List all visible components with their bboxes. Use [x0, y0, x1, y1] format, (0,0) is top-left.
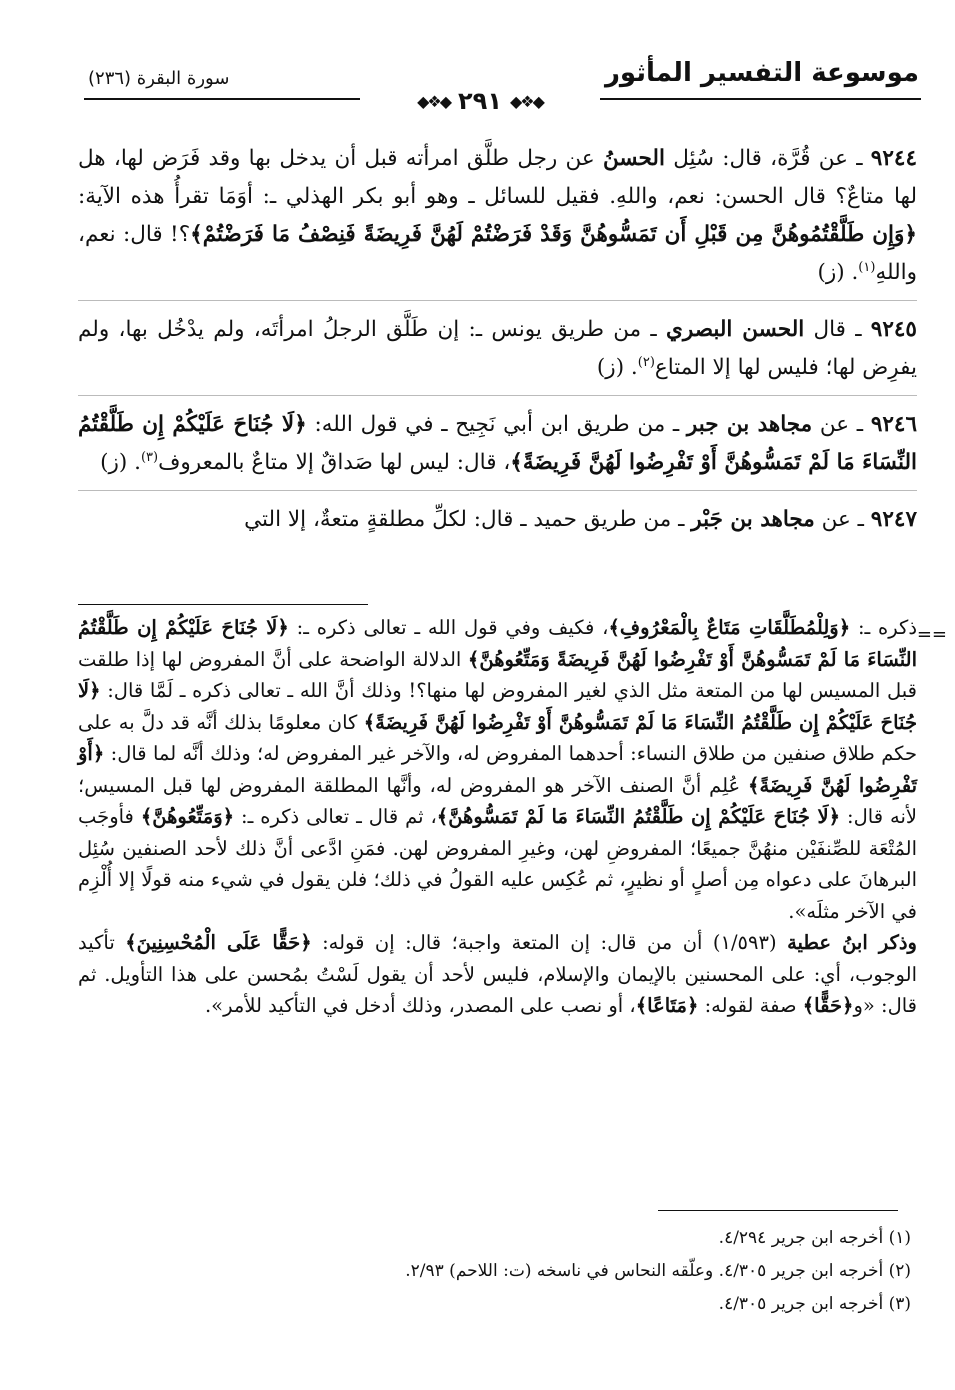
- text-segment: فأوجَب المُتْعَة للصِّنفَيْن منهُنَّ جميعًا؛ المفروضِ لهن، وغيرِ المفروض لهن. فمَنِ ادَّعى أنَّ ذلك لأحد الصنفين سُئِل البرهانَ على دعواه مِن أصلٍ أو نظيرٍ، ثم عُكِس عليه القولُ في ذلك؛ فلن يقول في شيء منه قولًا إلا أُلْزِم في الآخر مثلَه».: [78, 805, 917, 923]
- narration-entry: [78, 311, 917, 396]
- ornament-right-icon: ◆❖◆: [509, 91, 543, 111]
- quran-verse: ﴿أَوْ تَفْرِضُوا لَهُنَّ فَرِيضَةً﴾: [78, 742, 917, 797]
- narration-number: ٩٢٤٦: [870, 412, 918, 437]
- narration-number: ٩٢٤٧: [870, 507, 917, 532]
- narrator-name: مجاهد بن جَبْر: [691, 507, 815, 532]
- text-segment: . (ز): [596, 355, 638, 380]
- text-segment: عُلِم أنَّ الصنف الآخر هو المفروض له، وأنَّها المطلقة المفروض لها قبل المسيس؛ لأنه قال:: [78, 773, 918, 828]
- quran-verse: ﴿لَا جُنَاحَ عَلَيْكُمْ إِن طَلَّقْتُمُ النِّسَاءَ مَا لَمْ تَمَسُّوهُنَّ أَوْ تَفْرِضُوا لَهُنَّ فَرِيضَةً﴾: [78, 412, 917, 475]
- page-number: ٢٩١: [458, 87, 502, 115]
- text-segment: الدلالة الواضحة على أنَّ المفروض لها إذا طلقت قبل المسيس لها من المتعة مثل الذي لغير المفروض لها منها؟! وذلك أنَّ الله ـ تعالى ذكره ـ لَمَّا قال:: [78, 647, 917, 702]
- text-segment: ذكره ـ:: [850, 616, 917, 639]
- narrator-name: مجاهد بن جبر: [686, 412, 813, 437]
- quran-verse: ﴿لَا جُنَاحَ عَلَيْكُمْ إِن طَلَّقْتُمُ النِّسَاءَ مَا لَمْ تَمَسُّوهُنَّ أَوْ تَفْرِضُوا لَهُنَّ فَرِيضَةً﴾: [78, 679, 917, 734]
- note-paragraph: [78, 612, 917, 927]
- quran-verse: ﴿وَمَتِّعُوهُنَّ﴾: [140, 805, 235, 828]
- surah-reference: سورة البقرة (٢٣٦): [88, 68, 230, 89]
- ornament-left-icon: ◆❖◆: [417, 91, 451, 111]
- footnote: (٣) أخرجه ابن جرير ٤/٣٠٥.: [718, 1294, 911, 1314]
- narration-entry: [78, 140, 917, 301]
- footnotes: [91, 1222, 911, 1321]
- quran-verse: ﴿مَتَاعًا﴾: [635, 994, 699, 1017]
- quran-verse: ﴿وَإِن طَلَّقْتُمُوهُنَّ مِن قَبْلِ أَن تَمَسُّوهُنَّ وَقَدْ فَرَضْتُمْ لَهُنَّ فَرِيضَةً فَنِصْفُ مَا فَرَضْتُمْ﴾: [190, 222, 917, 247]
- note-paragraph: [78, 927, 917, 1022]
- quran-verse: ﴿لَا جُنَاحَ عَلَيْكُمْ إِن طَلَّقْتُمُ النِّسَاءَ مَا لَمْ تَمَسُّوهُنَّ أَوْ تَفْرِضُوا لَهُنَّ فَرِيضَةً وَمَتِّعُوهُنَّ﴾: [78, 616, 918, 671]
- footnote-ref: (٢): [637, 354, 655, 370]
- quran-verse: ﴿لَا جُنَاحَ عَلَيْكُمْ إِن طَلَّقْتُمُ النِّسَاءَ مَا لَمْ تَمَسُّوهُنَّ﴾: [436, 805, 841, 828]
- narration-number: ٩٢٤٥: [870, 317, 917, 342]
- text-segment: تأكيد الوجوب، أي: على المحسنين بالإيمان والإسلام، فليس لأحد أن يقول لَسْتُ بمُحسن على هذا التأويل. ثم قال: «و: [78, 931, 917, 1017]
- page-number-box: [360, 86, 600, 116]
- text-segment: كان معلومًا بذلك أنَّه قد دلَّ به على حكم طلاق صنفين من طلاق النساء: أحدهما المفروض له، والآخر غير المفروض له؛ وذلك أنَّه لما قال:: [78, 710, 917, 765]
- narrator-name: الحسن البصري: [666, 317, 805, 342]
- notes-divider: [78, 604, 368, 605]
- text-segment: عن رجل طلَّق امرأته قبل أن يدخل بها وقد فَرَض لها، هل لها متاعٌ؟ قال الحسن: نعم، واللهِ. فقيل للسائل ـ وهو أبو بكر الهذلي ـ: أوَمَا تقرأُ هذه الآية:: [78, 146, 917, 209]
- narration-entry: [78, 501, 917, 547]
- footnote-ref: (٣): [140, 449, 159, 465]
- text-segment: ـ عن: [812, 412, 871, 437]
- footnote-ref: (١): [858, 259, 876, 275]
- text-segment: . (ز): [817, 260, 859, 285]
- text-segment: ـ من طريق حميد ـ قال: لكلِّ مطلقةٍ متعةٌ، إلا التي: [244, 507, 692, 532]
- text-segment: ، أو نصب على المصدر، وذلك أدخل في التأكيد للأمر».: [204, 994, 636, 1017]
- commentary-notes: [78, 612, 917, 1022]
- main-text: [78, 140, 917, 557]
- quran-verse: ﴿حَقًّا﴾: [802, 994, 854, 1017]
- text-segment: صفة لقوله:: [698, 994, 803, 1017]
- quran-verse: ﴿وَلِلْمُطَلَّقَاتِ مَتَاعٌ بِالْمَعْرُوفِ﴾: [608, 616, 851, 639]
- text-segment: (١/٥٩٣) أن من قال: إن المتعة واجبة؛ قال: إن قوله:: [311, 931, 788, 954]
- text-segment: ـ قال: [804, 317, 871, 342]
- quran-verse: ﴿حَقًّا عَلَى الْمُحْسِنِينَ﴾: [125, 931, 312, 954]
- text-segment: ـ عن قُرَّة، قال: سُئِل: [664, 146, 871, 171]
- text-segment: ، ثم قال ـ تعالى ذكره ـ:: [234, 805, 437, 828]
- narration-entry: [78, 406, 917, 491]
- footnote: (٢) أخرجه ابن جرير ٤/٣٠٥. وعلّقه النحاس في ناسخه (ت: اللاحم) ٢/٩٣.: [405, 1261, 911, 1281]
- narrator-name: وذكر ابنُ عطية: [787, 931, 917, 954]
- footnote: (١) أخرجه ابن جرير ٤/٢٩٤.: [718, 1228, 911, 1248]
- footnotes-divider: [658, 1210, 898, 1211]
- book-title: موسوعة التفسير المأثور: [604, 58, 919, 88]
- text-segment: ـ عن: [814, 507, 871, 532]
- text-segment: ؟! قال: نعم، واللهِ: [78, 222, 917, 285]
- narrator-name: الحسنُ: [602, 146, 665, 171]
- text-segment: ـ من طريق يونس ـ: إن طَلَّق الرجلُ امرأتَه، ولم يدْخُل بها، ولم يفرِض لها؛ فليس لها إلا المتاع: [78, 317, 917, 380]
- text-segment: ، فكيف وفي قول الله ـ تعالى ذكره ـ:: [288, 616, 609, 639]
- narration-number: ٩٢٤٤: [870, 146, 917, 171]
- continuation-mark: ==: [916, 624, 947, 645]
- text-segment: ، قال: ليس لها صَداقٌ إلا متاعٌ بالمعروف: [158, 450, 511, 475]
- text-segment: . (ز): [100, 450, 141, 475]
- text-segment: ـ من طريق ابن أبي نَجِيح ـ في قول الله:: [306, 412, 687, 437]
